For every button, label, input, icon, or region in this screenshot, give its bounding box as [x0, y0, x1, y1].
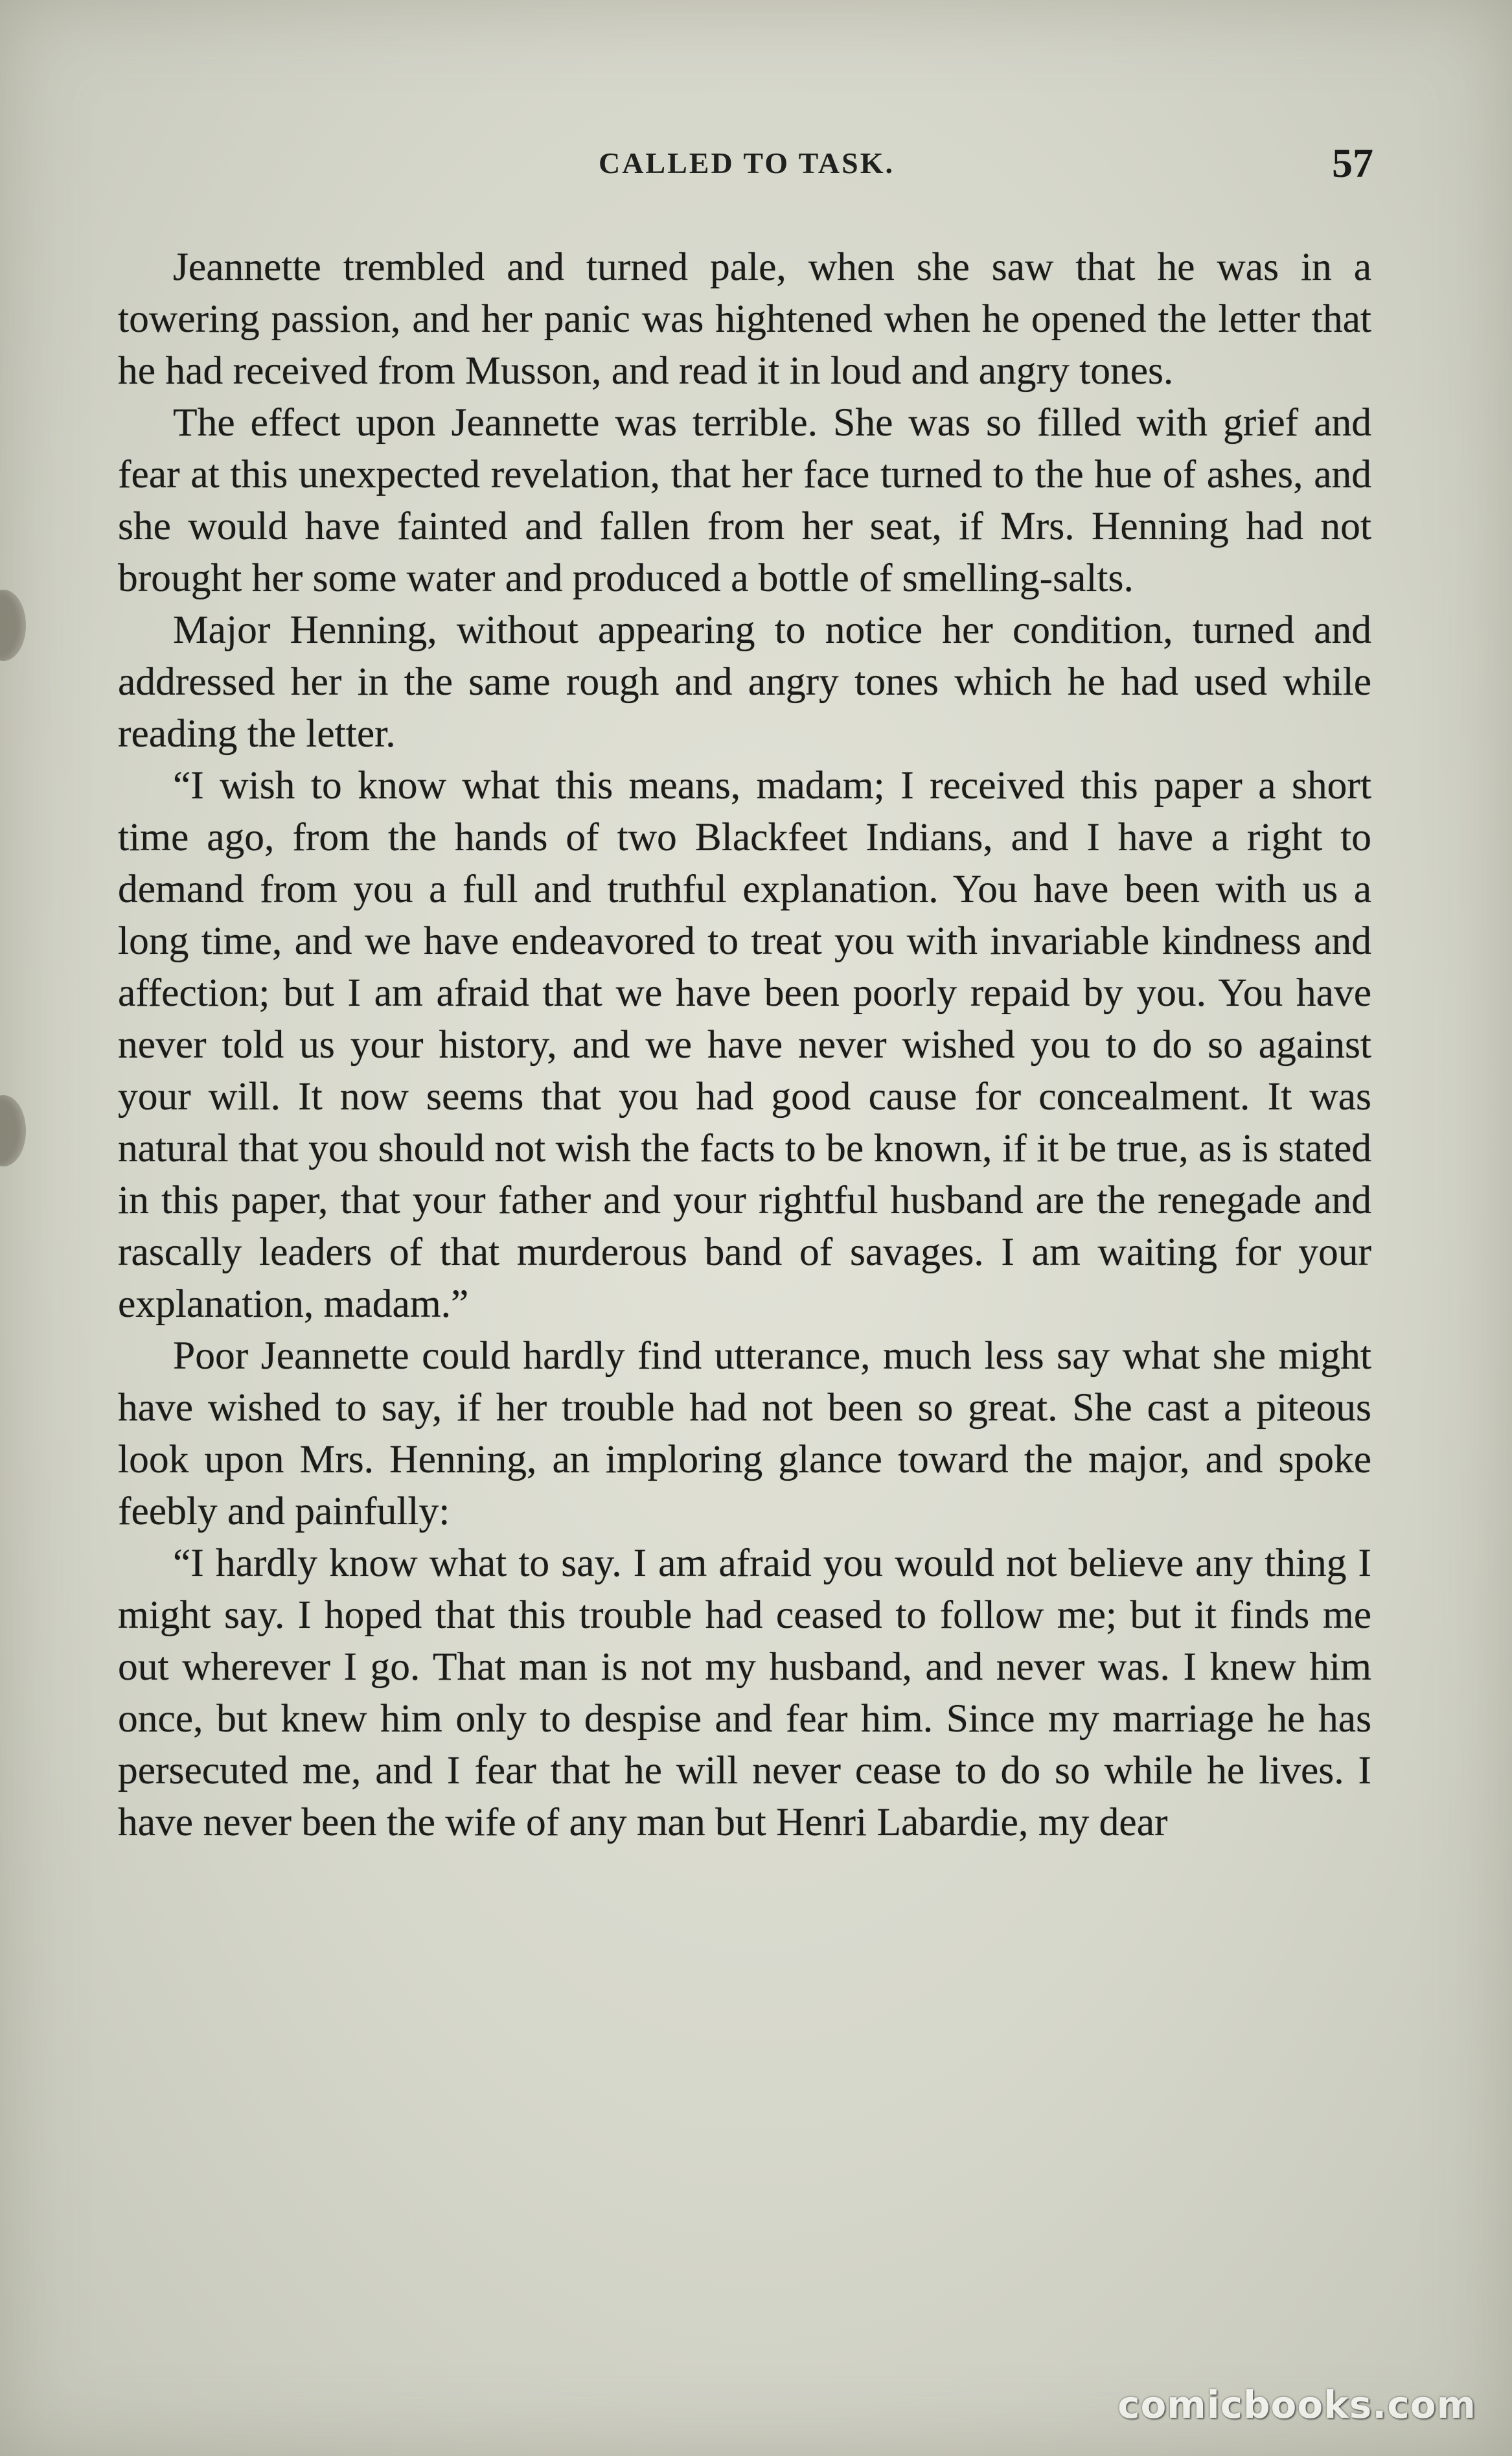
paragraph: Major Henning, without appearing to notice her condition, turned and addressed her in the same rough and angry tones which he had used while reading the letter. — [118, 608, 1371, 756]
binding-hole — [0, 590, 26, 661]
page-number: 57 — [1332, 140, 1373, 186]
paragraph: Poor Jeannette could hardly find utterance, much less say what she might have wished to say, if her trouble had not been so great. She cast a piteous look upon Mrs. Henning, an imploring glance toward the major, and spoke feebly and painfully: — [118, 1334, 1371, 1533]
paragraph: “I hardly know what to say. I am afraid you would not believe any thing I might say. I hoped that this trouble had ceased to follow me; but it finds me out wherever I go. That man is not my husband, and never was. I knew him once, but knew him only to despise and fear him. Since my marriage he has persecuted me, and I fear that he will never cease to do so while he lives. I have never been the wife of any man but Henri Labardie, my dear — [118, 1541, 1371, 1844]
chapter-running-title: CALLED TO TASK. — [598, 146, 895, 180]
running-head — [120, 139, 1373, 198]
watermark: comicbooks.com — [1117, 2383, 1476, 2427]
paragraph: Jeannette trembled and turned pale, when she saw that he was in a towering passion, and her panic was hightened when he opened the letter that he had received from Musson, and read it in loud and angry tones. — [118, 245, 1371, 393]
binding-hole — [0, 1095, 26, 1166]
paragraph: The effect upon Jeannette was terrible. She was so filled with grief and fear at this unexpected revelation, that her face turned to the hue of ashes, and she would have fainted and fallen from her seat, if Mrs. Henning had not brought her some water and produced a bottle of smelling-salts. — [118, 400, 1371, 600]
body-text — [118, 241, 1371, 1848]
paragraph: “I wish to know what this means, madam; I received this paper a short time ago, from the hands of two Blackfeet Indians, and I have a right to demand from you a full and truthful explanation. You have been with us a long time, and we have endeavored to treat you with invariable kindness and affection; but I am afraid that we have been poorly repaid by you. You have never told us your history, and we have never wished you to do so against your will. It now seems that you had good cause for concealment. It was natural that you should not wish the facts to be known, if it be true, as is stated in this paper, that your father and your rightful husband are the renegade and rascally leaders of that murderous band of savages. I am waiting for your explanation, madam.” — [118, 763, 1371, 1326]
